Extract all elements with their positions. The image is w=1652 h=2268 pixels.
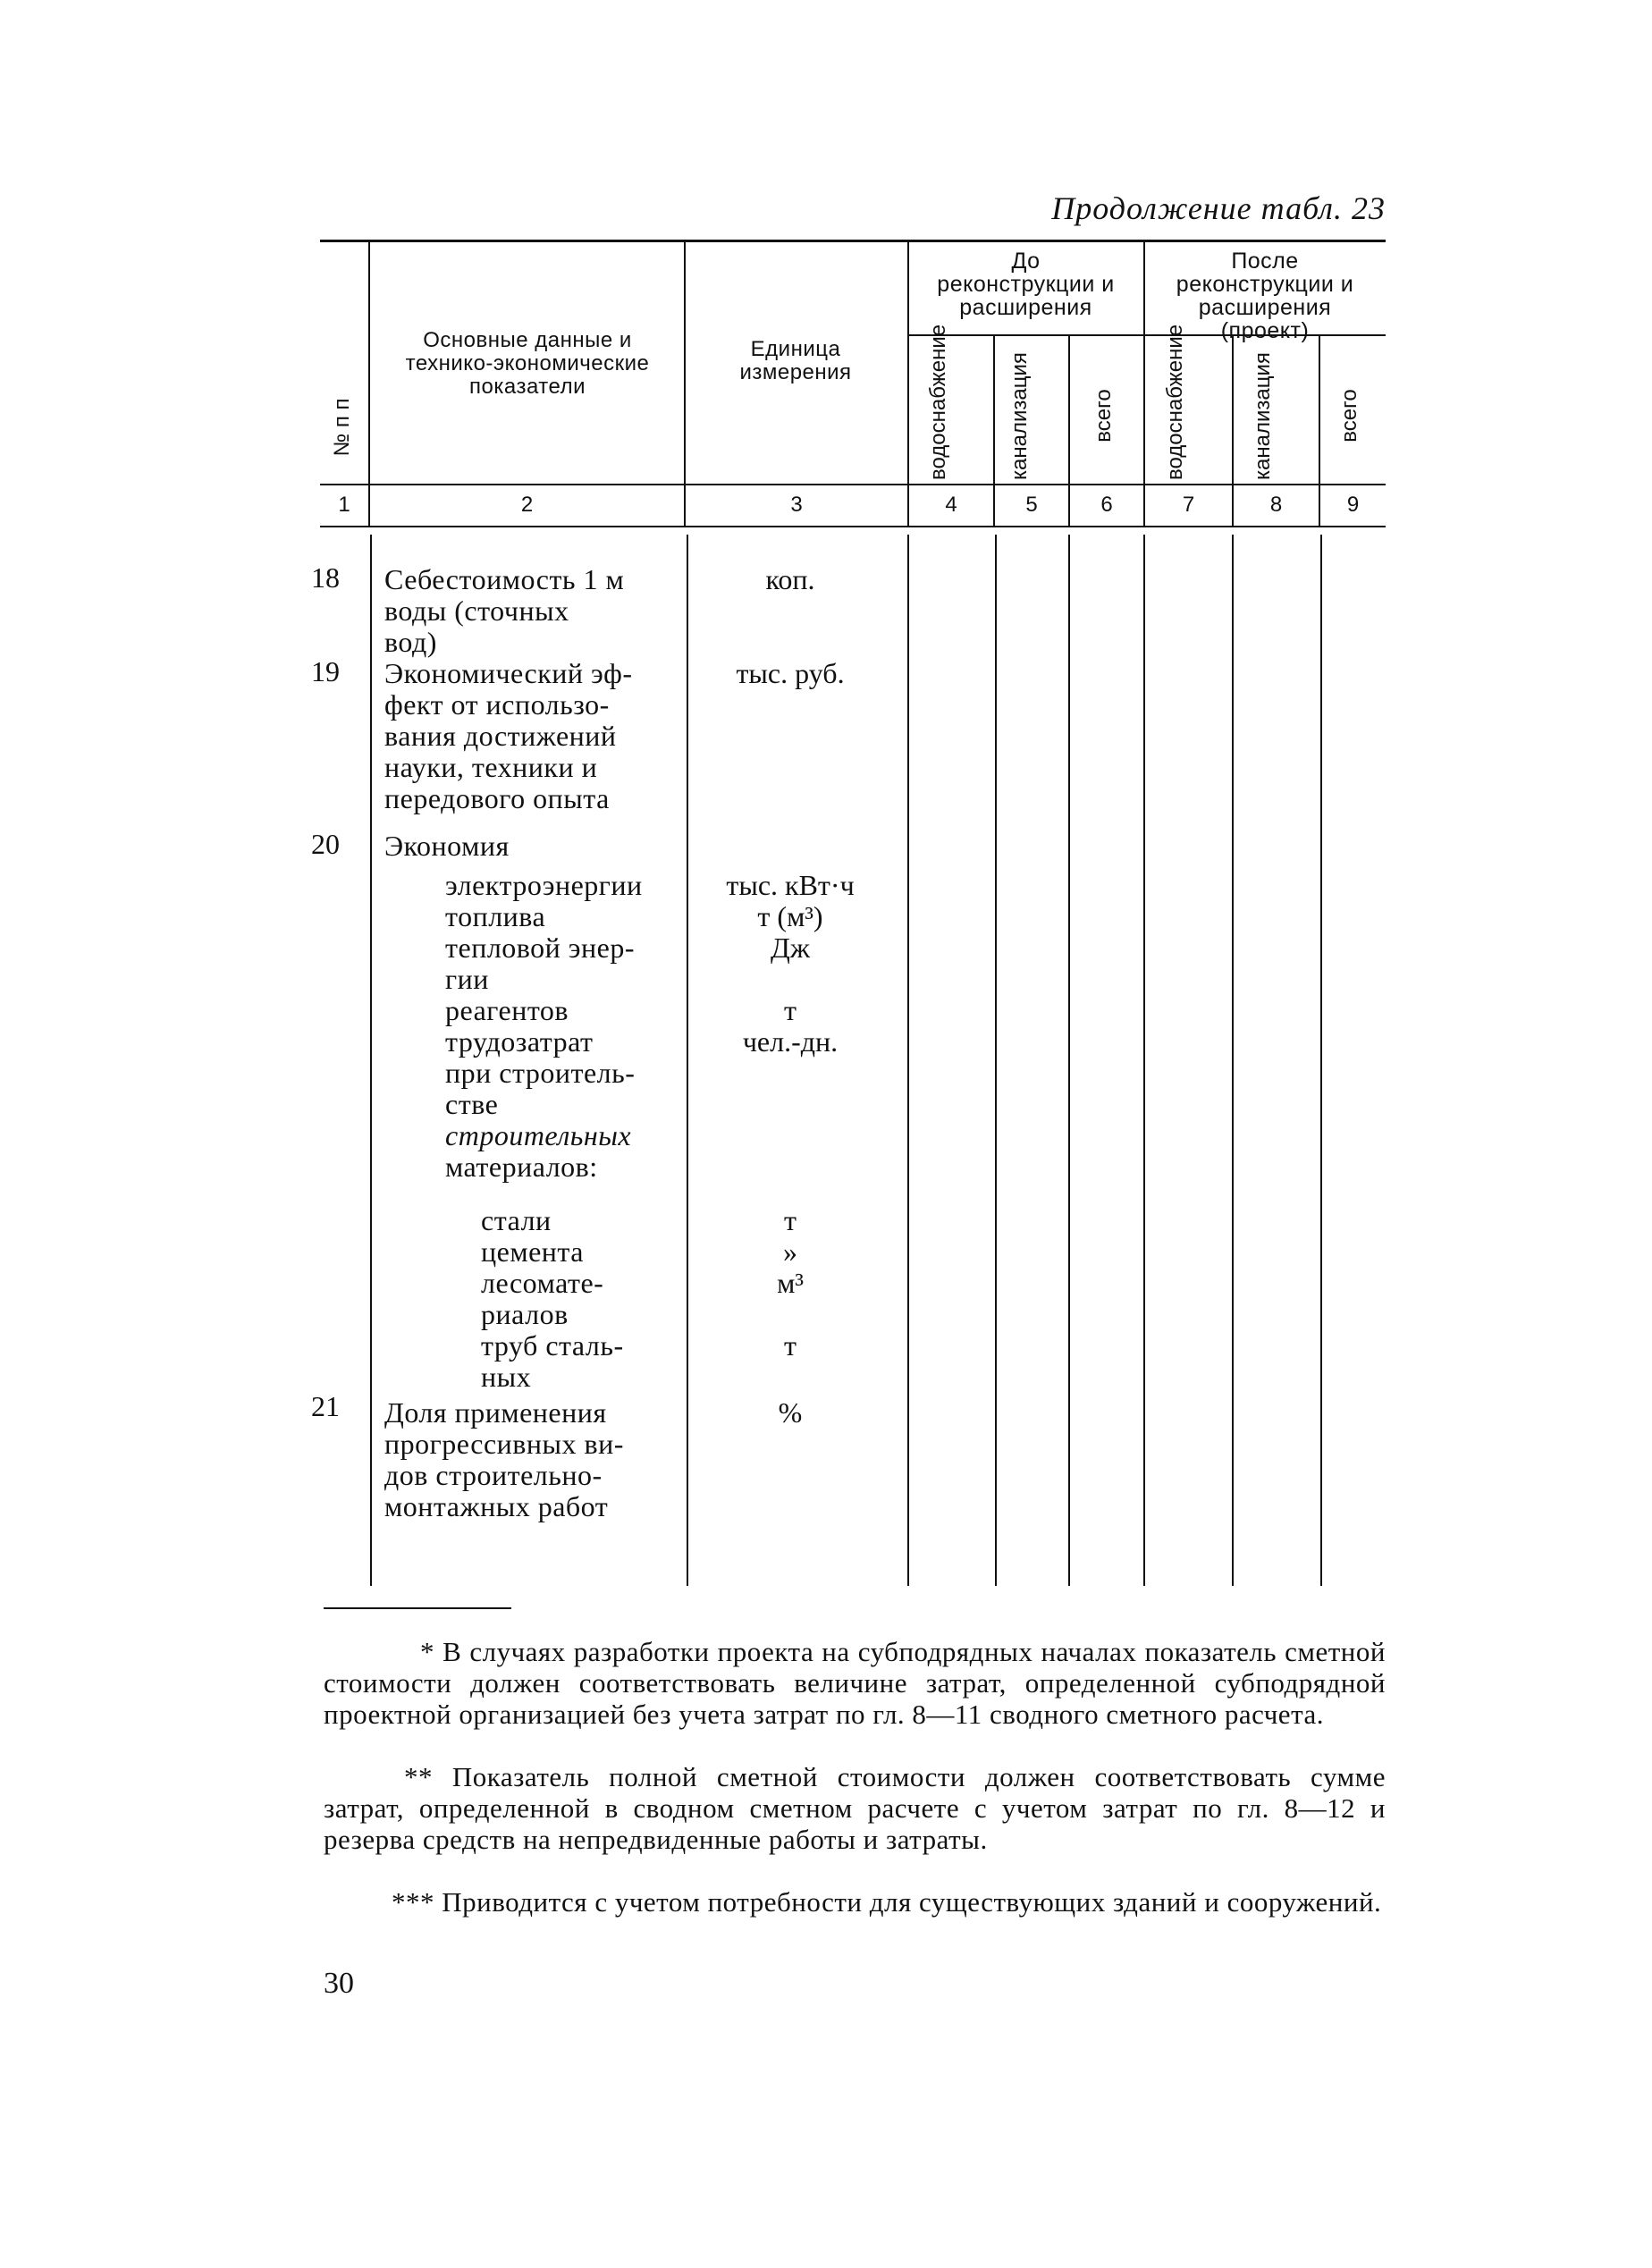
economy-item-label: реагентов <box>445 994 569 1026</box>
body-divider-4 <box>995 535 997 1586</box>
header-col-indicators: Основные данные и технико-экономические показатели <box>405 328 650 399</box>
body-divider-8 <box>1320 535 1322 1586</box>
header-water-before: водоснабжение <box>926 324 950 480</box>
row-21-unit: % <box>778 1396 803 1429</box>
header-bottom-rule <box>320 484 1386 485</box>
header-total-before: всего <box>1092 389 1116 443</box>
row-19-line-1: Экономический эф- <box>384 657 633 689</box>
header-sewer-after: канализация <box>1251 352 1275 480</box>
material-label: риалов <box>481 1298 569 1330</box>
col-number-3: 3 <box>790 493 803 517</box>
economy-item-label: строительных <box>445 1119 632 1151</box>
body-divider-6 <box>1143 535 1145 1586</box>
body-divider-5 <box>1068 535 1070 1586</box>
economy-item-label: топлива <box>445 900 546 932</box>
row-21-line-2: прогрессивных ви- <box>384 1428 624 1460</box>
economy-item-unit: т (м³) <box>757 900 823 932</box>
col-number-8: 8 <box>1269 493 1283 517</box>
row-21-line-1: Доля применения <box>384 1396 607 1429</box>
row-19-unit: тыс. руб. <box>736 657 845 689</box>
col-divider-3 <box>907 241 909 526</box>
body-divider-1 <box>370 535 372 1586</box>
col-number-2: 2 <box>520 493 534 517</box>
row-number-20: 20 <box>311 828 340 860</box>
col-number-5: 5 <box>1025 493 1038 517</box>
col-number-7: 7 <box>1182 493 1195 517</box>
body-divider-7 <box>1232 535 1234 1586</box>
economy-item-label: тепловой энер- <box>445 932 636 964</box>
header-group-after: После реконструкции и расширения (проект) <box>1176 249 1354 343</box>
economy-item-label: стве <box>445 1088 499 1120</box>
footnote-2: ** Показатель полной сметной стоимости должен соответствовать сумме затрат, определенной в сводном сметном расчете с учетом затрат по гл. 8—12 и резерва средств на непредвиденные работы и затраты. <box>324 1761 1386 1855</box>
economy-item-label: трудозатрат <box>445 1025 594 1058</box>
col-number-9: 9 <box>1346 493 1360 517</box>
material-unit: т <box>784 1329 796 1362</box>
page-number: 30 <box>324 1967 354 2000</box>
economy-item-unit: тыс. кВт·ч <box>726 869 855 901</box>
material-label: стали <box>481 1204 552 1236</box>
row-18-line-3: вод) <box>384 626 437 658</box>
header-col-unit: Единица измерения <box>739 337 852 384</box>
material-label: труб сталь- <box>481 1329 624 1362</box>
col-divider-6 <box>1143 241 1145 526</box>
row-19-line-2: фект от использо- <box>384 688 610 721</box>
row-18-line-1: Себестоимость 1 м <box>384 563 625 595</box>
row-18-unit: коп. <box>765 563 815 595</box>
header-col-number: № п п <box>330 398 354 457</box>
header-sewer-before: канализация <box>1007 352 1032 480</box>
material-unit: м³ <box>777 1267 804 1299</box>
col-number-1: 1 <box>338 493 350 517</box>
col-divider-1 <box>368 241 370 526</box>
body-divider-3 <box>907 535 909 1586</box>
col-number-6: 6 <box>1100 493 1113 517</box>
footnote-separator <box>324 1607 511 1609</box>
table-top-rule <box>320 240 1386 242</box>
economy-item-label: гии <box>445 963 489 995</box>
row-number-21: 21 <box>311 1390 340 1422</box>
economy-item-label: материалов: <box>445 1151 598 1183</box>
row-20-line-1: Экономия <box>384 830 510 862</box>
material-label: цемента <box>481 1235 584 1268</box>
header-group-before: До реконструкции и расширения <box>937 249 1115 320</box>
row-number-19: 19 <box>311 655 340 687</box>
material-label: ных <box>481 1361 532 1393</box>
economy-item-label: электроэнергии <box>445 869 643 901</box>
row-19-line-3: вания достижений <box>384 720 617 752</box>
economy-item-unit: Дж <box>771 932 810 964</box>
economy-item-label: при строитель- <box>445 1057 636 1089</box>
footnote-1: * В случаях разработки проекта на субподрядных началах показатель сметной стоимости должен соответствовать величине затрат, определенной субподрядной проектной организацией без учета затрат по гл. 8—11 сводного сметного расчета. <box>324 1636 1386 1730</box>
material-label: лесомате- <box>481 1267 604 1299</box>
col-number-4: 4 <box>945 493 957 517</box>
column-number-rule <box>320 526 1386 527</box>
economy-item-unit: чел.-дн. <box>742 1025 839 1058</box>
footnote-3: *** Приводится с учетом потребности для существующих зданий и сооружений. <box>392 1886 1382 1918</box>
header-total-after: всего <box>1337 389 1361 443</box>
row-21-line-4: монтажных работ <box>384 1490 609 1522</box>
header-water-after: водоснабжение <box>1163 324 1187 480</box>
table-continuation-label: Продолжение табл. 23 <box>1051 190 1386 226</box>
row-19-line-4: науки, техники и <box>384 751 598 783</box>
material-unit: т <box>784 1204 796 1236</box>
economy-item-unit: т <box>784 994 796 1026</box>
row-number-18: 18 <box>311 561 340 594</box>
row-21-line-3: дов строительно- <box>384 1459 603 1491</box>
row-19-line-5: передового опыта <box>384 782 610 814</box>
material-unit: » <box>783 1235 797 1268</box>
col-divider-2 <box>684 241 686 526</box>
row-18-line-2: воды (сточных <box>384 594 569 627</box>
